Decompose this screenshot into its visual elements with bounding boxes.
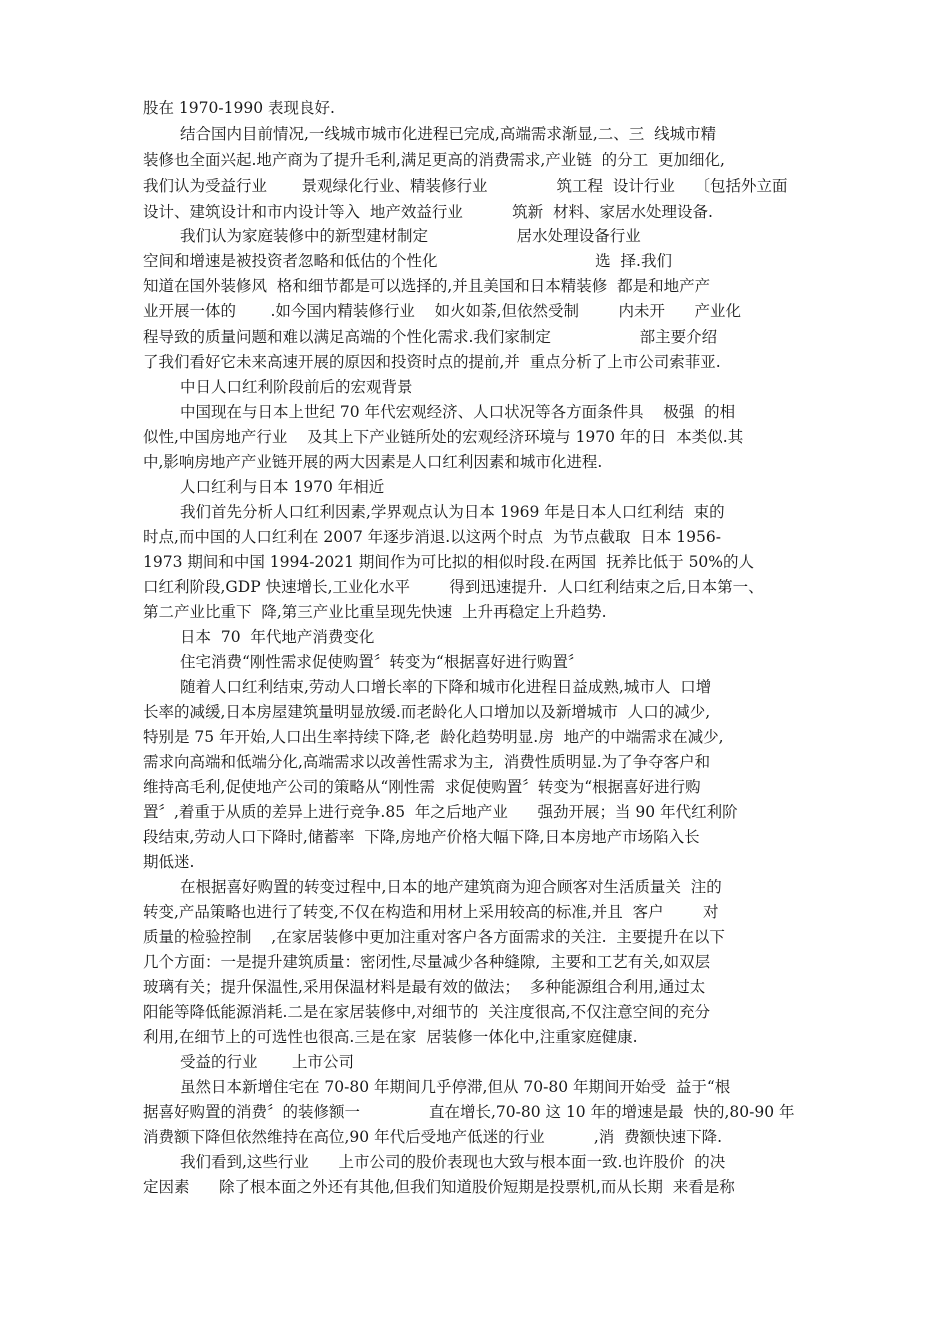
text-line: 时点,而中国的人口红利在 2007 年逐步消退.以这两个时点 为节点截取 日本 1956- [143, 528, 721, 546]
text-line: 段结束,劳动人口下降时,储蓄率 下降,房地产价格大幅下降,日本房地产市场陷入长 [143, 828, 700, 846]
text-line: 我们认为家庭装修中的新型建材制定 居水处理设备行业 [180, 227, 641, 245]
text-line: 玻璃有关；提升保温性,采用保温材料是最有效的做法； 多种能源组合利用,通过太 [143, 978, 706, 996]
text-line: 似性,中国房地产行业 及其上下产业链所处的宏观经济环境与 1970 年的日 本类似.其 [143, 428, 744, 446]
text-line: 长率的减缓,日本房屋建筑量明显放缓.而老龄化人口增加以及新增城市 人口的减少, [143, 703, 711, 721]
text-line: 知道在国外装修风 格和细节都是可以选择的,并且美国和日本精装修 都是和地产产 [143, 277, 711, 295]
text-line: 据喜好购置的消费〞的装修额一 直在增长,70-80 这 10 年的增速是最 快的,80-90 年 [143, 1103, 795, 1121]
section-heading: 日本 70 年代地产消费变化 [180, 628, 375, 646]
section-heading: 人口红利与日本 1970 年相近 [180, 478, 385, 496]
text-line: 几个方面：一是提升建筑质量：密闭性,尽量减少各种缝隙, 主要和工艺有关,如双层 [143, 953, 711, 971]
text-line: 置〞,着重于从质的差异上进行竞争.85 年之后地产业 强劲开展；当 90 年代红利阶 [143, 803, 738, 821]
text-line: 需求向高端和低端分化,高端需求以改善性需求为主, 消费性质明显.为了争夺客户和 [143, 753, 711, 771]
text-line: 阳能等降低能源消耗.二是在家居装修中,对细节的 关注度很高,不仅注意空间的充分 [143, 1003, 711, 1021]
text-line: 装修也全面兴起.地产商为了提升毛利,满足更高的消费需求,产业链 的分工 更加细化, [143, 151, 725, 169]
section-heading: 中日人口红利阶段前后的宏观背景 [180, 378, 413, 396]
text-line: 设计、建筑设计和市内设计等入 地产效益行业 筑新 材料、家居水处理设备. [143, 203, 713, 221]
text-line: 转变,产品策略也进行了转变,不仅在构造和用材上采用较高的标准,并且 客户 对 [143, 903, 719, 921]
text-line: 中国现在与日本上世纪 70 年代宏观经济、人口状况等各方面条件具 极强 的相 [180, 403, 736, 421]
text-line: 第二产业比重下 降,第三产业比重呈现先快速 上升再稳定上升趋势. [143, 603, 607, 621]
text-line: 维持高毛利,促使地产公司的策略从“刚性需 求促使购置〞转变为“根据喜好进行购 [143, 778, 701, 796]
text-line: 利用,在细节上的可选性也很高.三是在家 居装修一体化中,注重家庭健康. [143, 1028, 638, 1046]
text-line: 期低迷. [143, 853, 195, 871]
text-line: 我们认为受益行业 景观绿化行业、精装修行业 筑工程 设计行业 〔包括外立面 [143, 177, 788, 195]
text-line: 我们看到,这些行业 上市公司的股价表现也大致与根本面一致.也许股价 的决 [180, 1153, 726, 1171]
text-line: 空间和增速是被投资者忽略和低估的个性化 选 择.我们 [143, 252, 672, 270]
text-line: 结合国内目前情况,一线城市城市化进程已完成,高端需求渐显,二、三 线城市精 [180, 125, 717, 143]
text-line: 程导致的质量问题和难以满足高端的个性化需求.我们家制定 部主要介绍 [143, 328, 718, 346]
text-line: 口红利阶段,GDP 快速增长,工业化水平 得到迅速提升. 人口红利结束之后,日本第一、 [143, 578, 764, 596]
text-line: 我们首先分析人口红利因素,学界观点认为日本 1969 年是日本人口红利结 束的 [180, 503, 725, 521]
section-heading: 受益的行业 上市公司 [180, 1053, 354, 1071]
text-line: 1973 期间和中国 1994-2021 期间作为可比拟的相似时段.在两国 抚养比低于 50%的人 [143, 553, 755, 571]
text-line: 虽然日本新增住宅在 70-80 年期间几乎停滞,但从 70-80 年期间开始受 益于“根 [180, 1078, 731, 1096]
text-line: 业开展一体的 .如今国内精装修行业 如火如荼,但依然受制 内未开 产业化 [143, 302, 742, 320]
text-line: 消费额下降但依然维持在高位,90 年代后受地产低迷的行业 ,消 费额快速下降. [143, 1128, 723, 1146]
text-line: 中,影响房地产产业链开展的两大因素是人口红利因素和城市化进程. [143, 453, 603, 471]
text-line: 特别是 75 年开始,人口出生率持续下降,老 龄化趋势明显.房 地产的中端需求在减少, [143, 728, 724, 746]
text-line: 了我们看好它未来高速开展的原因和投资时点的提前,并 重点分析了上市公司索菲亚. [143, 353, 721, 371]
section-heading: 住宅消费“刚性需求促使购置〞转变为“根据喜好进行购置〞 [180, 653, 584, 671]
text-line: 随着人口红利结束,劳动人口增长率的下降和城市化进程日益成熟,城市人 口增 [180, 678, 712, 696]
text-line: 在根据喜好购置的转变过程中,日本的地产建筑商为迎合顾客对生活质量关 注的 [180, 878, 722, 896]
text-line: 质量的检验控制 ,在家居装修中更加注重对客户各方面需求的关注. 主要提升在以下 [143, 928, 725, 946]
text-line: 股在 1970-1990 表现良好. [143, 99, 335, 117]
text-line: 定因素 除了根本面之外还有其他,但我们知道股价短期是投票机,而从长期 来看是称 [143, 1178, 735, 1196]
